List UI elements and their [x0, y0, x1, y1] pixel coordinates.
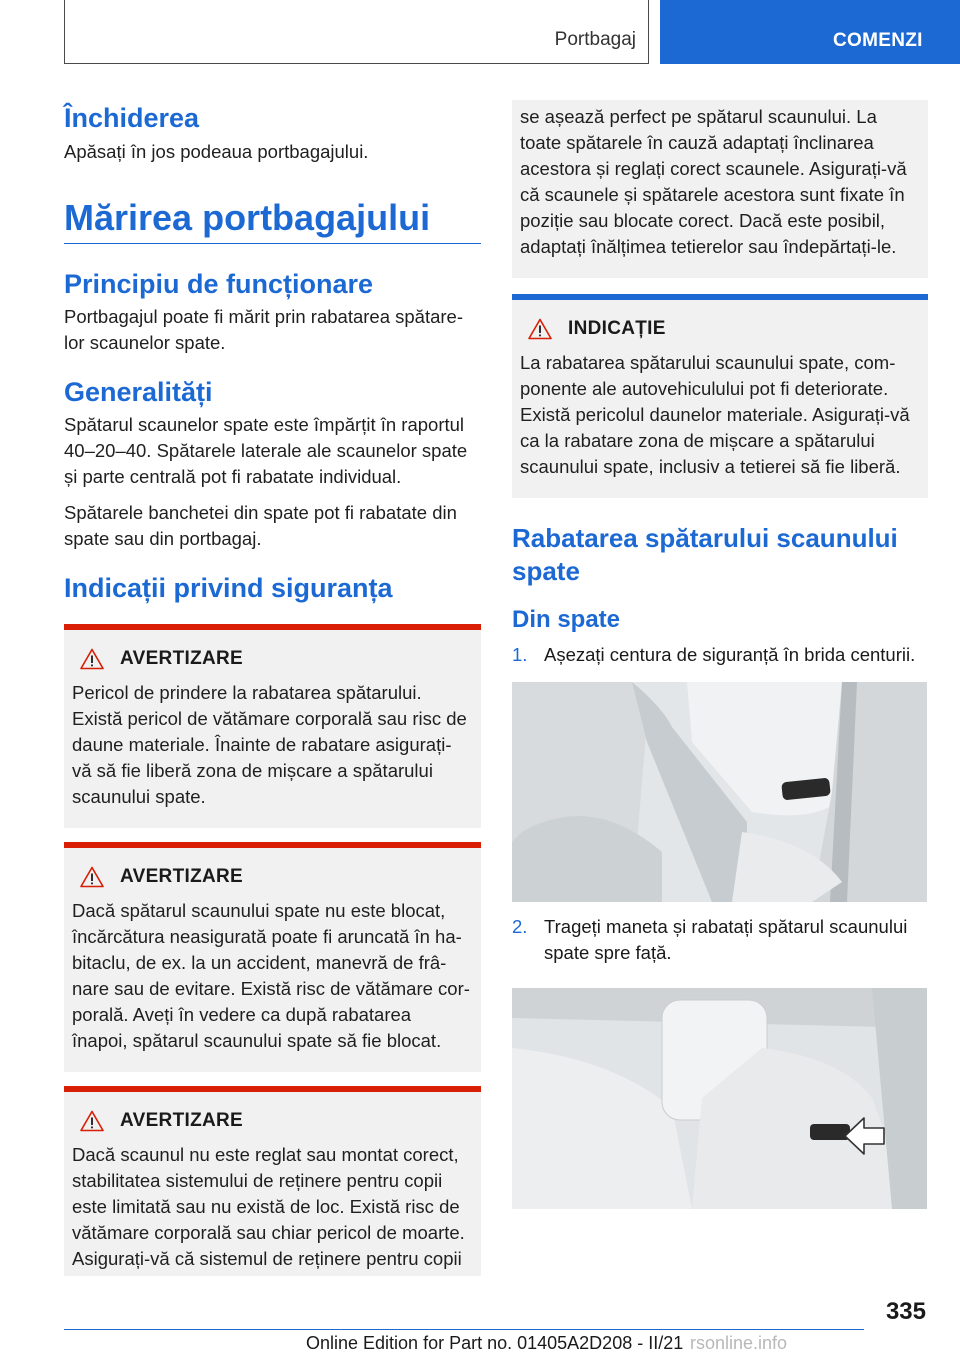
step-2	[512, 914, 928, 966]
warning-box-3	[64, 1086, 481, 1276]
fold-lever-illustration	[512, 988, 927, 1209]
warning-text: Dacă scaunul nu este reglat sau montat corect, stabilitatea sistemului de reținere pentru copii este limitată sau nu există de loc. Există risc de vătămare corporală sau chiar pericol de moarte. Asigurați-vă că sistemul de reținere pentru copii	[72, 1144, 465, 1269]
left-column	[64, 100, 481, 1276]
closing-text: Apăsați în jos podeaua portbagajului.	[64, 141, 369, 162]
notice-triangle-icon	[528, 318, 552, 340]
footer-rule	[64, 1329, 864, 1330]
warning-box-2	[64, 842, 481, 1072]
edition-text: Online Edition for Part no. 01405A2D208 - II/21	[306, 1333, 684, 1353]
fold-lever-figure	[512, 988, 927, 1209]
page-number: 335	[885, 1298, 926, 1325]
continued-warning-box	[512, 100, 928, 278]
general-paragraph-2: Spătarele banchetei din spate pot fi rabatate din spate sau din portbagaj.	[64, 502, 457, 549]
notice-title: INDICAȚIE	[568, 318, 666, 339]
warning-triangle-icon	[80, 648, 104, 670]
warning-title: AVERTIZARE	[120, 648, 243, 669]
general-paragraph-1: Spătarul scaunelor spate este împărțit în raportul 40–20–40. Spătarele laterale ale scaunelor spate și parte centrală pot fi rabatate individual.	[64, 414, 468, 487]
step-text: Trageți maneta și rabatați spătarul scaunului spate spre față.	[544, 916, 908, 963]
watermark-text: rsonline.info	[690, 1333, 788, 1353]
continued-warning-text: se așează perfect pe spătarul scaunului. La toate spătarele în cauză adaptați înclinarea acestora și reglați corect scaunele. Asigurați-vă că scaunele și spătarele acestora sunt fixate în poziție sau blocate corect. Dacă este posibil, adaptați înălțimea tetierelor sau îndepărtați-le.	[520, 106, 907, 257]
warning-text: Pericol de prindere la rabatarea spătarului. Există pericol de vătămare corporală sau risc de daune materiale. Înainte de rabatare asigurați-vă să fie liberă zona de mișcare a spătarului scaunului spate.	[72, 682, 467, 807]
step-text: Așezați centura de siguranță în brida centurii.	[544, 644, 916, 665]
principle-heading: Principiu de funcționare	[64, 269, 374, 299]
warning-text: Dacă spătarul scaunului spate nu este blocat, încărcătura neasigurată poate fi aruncată în ha-bitaclu, de ex. la un accident, manevră de frâ-nare sau de evitare. Există risc de vătămare cor-porală. Aveți în vedere ca după rabatarea înapoi, spătarul scaunului spate să fie blocat.	[72, 900, 470, 1051]
principle-text: Portbagajul poate fi mărit prin rabatarea spătare-lor scaunelor spate.	[64, 306, 463, 353]
step-1	[512, 642, 928, 668]
notice-box	[512, 294, 928, 498]
warning-triangle-icon	[80, 866, 104, 888]
seat-belt-figure	[512, 682, 927, 902]
step-number: 2.	[512, 916, 528, 937]
section-title: Portbagaj	[554, 29, 636, 50]
notice-text: La rabatarea spătarului scaunului spate, com-ponente ale autovehiculului pot fi deteriorate. Există pericolul daunelor materiale. Asigurați-vă ca la rabatare zona de mișcare a spătarului scaunului spate, inclusiv a tetierei să fie liberă.	[520, 352, 910, 477]
chapter-title: COMENZI	[833, 30, 923, 51]
warning-box-1	[64, 624, 481, 828]
general-heading: Generalități	[64, 377, 213, 407]
right-column	[512, 100, 928, 1209]
enlarge-heading: Mărirea portbagajului	[64, 195, 481, 244]
step-number: 1.	[512, 644, 528, 665]
warning-triangle-icon	[80, 1110, 104, 1132]
closing-heading: Închiderea	[64, 103, 200, 133]
fold-heading: Rabatarea spătarului scaunului spate	[512, 523, 898, 586]
warning-title: AVERTIZARE	[120, 866, 243, 887]
header-section-box	[64, 0, 649, 64]
safety-heading: Indicații privind siguranța	[64, 573, 393, 603]
from-rear-heading: Din spate	[512, 606, 621, 633]
chapter-tab[interactable]	[660, 0, 960, 64]
seat-belt-illustration	[512, 682, 927, 902]
warning-title: AVERTIZARE	[120, 1110, 243, 1131]
